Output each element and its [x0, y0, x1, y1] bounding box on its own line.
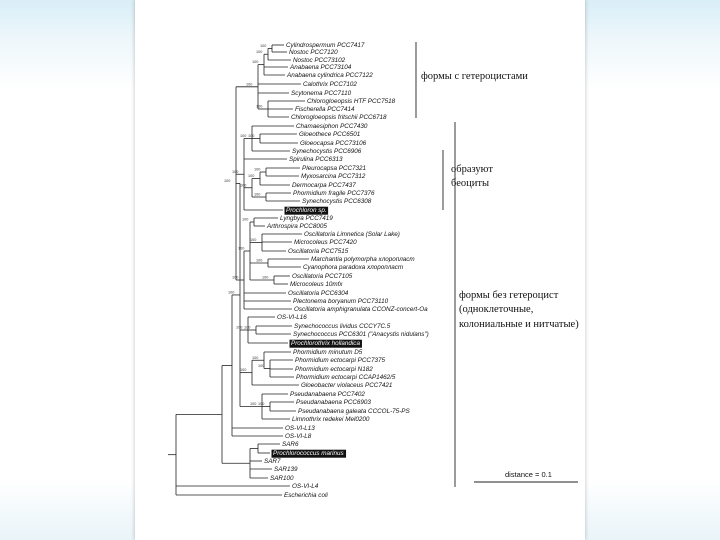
taxon-name: Synechococcus lividus CCCY7C.5: [294, 323, 391, 331]
taxon-name: Myxosarcina PCC7312: [301, 173, 366, 181]
bootstrap-value: 100: [252, 355, 259, 360]
taxon-label: [295, 106, 355, 113]
bootstrap-value: 100: [236, 325, 243, 330]
bootstrap-value: 100: [238, 246, 245, 251]
taxon-name: Gloeocapsa PCC73106: [300, 140, 367, 148]
taxon-label: [292, 483, 319, 490]
taxon-label: [302, 165, 366, 172]
bootstrap-value: 100: [250, 402, 257, 406]
taxon-label: [266, 223, 327, 230]
taxon-label: [300, 140, 367, 147]
taxon-label: [293, 331, 429, 338]
taxon-name: OS-VI-L4: [292, 483, 319, 491]
taxon-label: [302, 198, 372, 205]
taxon-label: [296, 374, 396, 381]
taxon-name: Dermocarpa PCC7437: [292, 182, 356, 190]
taxon-label: [289, 156, 343, 163]
taxon-label: [286, 72, 373, 79]
taxon-name: Plectonema boryanum PCC73110: [293, 298, 389, 306]
taxon-name: Oscillatoria PCC7515: [288, 248, 349, 256]
taxon-label: [284, 492, 328, 499]
taxon-label: [296, 399, 371, 406]
taxon-label: [288, 290, 349, 297]
no-heterocyst-label-line1: формы без гетероцист: [459, 290, 559, 301]
bootstrap-value: 100: [248, 134, 255, 138]
baeocytes-label-line2: беоциты: [451, 178, 489, 189]
taxon-name: Oscillatoria PCC6304: [288, 290, 349, 298]
taxon-name: Phormidium ectocarpi PCC7375: [295, 357, 385, 365]
taxon-label: [274, 466, 298, 473]
taxon-label: [264, 458, 281, 465]
taxon-label: [291, 114, 387, 121]
taxon-label: [272, 450, 347, 458]
taxon-label: [301, 382, 392, 389]
taxon-name: Pseudanabaena PCC6903: [296, 399, 371, 407]
taxon-name: SAR100: [270, 475, 294, 483]
taxon-label: [296, 123, 368, 130]
taxon-label: [292, 182, 356, 189]
taxon-name: Nostoc PCC7120: [289, 49, 338, 57]
taxon-label: [293, 349, 363, 356]
taxon-name: Phormidium ectocarpi N182: [295, 366, 373, 374]
bootstrap-value: 100: [244, 325, 251, 330]
bootstrap-value: 100: [256, 258, 263, 263]
heterocyst-group-label: формы с гетероцистами: [421, 71, 528, 82]
bootstrap-value: 100: [262, 275, 269, 280]
taxon-label: [307, 98, 396, 105]
taxon-label: [295, 357, 385, 364]
bootstrap-value: 100: [224, 178, 231, 183]
bootstrap-value: 100: [232, 275, 239, 280]
taxon-label: [285, 207, 329, 215]
taxon-label: [289, 49, 338, 56]
taxon-label: [291, 90, 352, 97]
bootstrap-value: 100: [252, 60, 259, 65]
taxon-label: [270, 475, 294, 482]
taxon-label: [294, 323, 391, 330]
taxon-label: [303, 264, 403, 271]
bootstrap-value: 100: [254, 192, 261, 197]
taxon-label: [298, 408, 410, 415]
taxon-name: SAR6: [282, 441, 299, 449]
taxon-name: Lyngbya PCC7419: [280, 215, 333, 223]
taxon-name: Chlorogloeopsis fritschii PCC6718: [291, 114, 387, 122]
taxon-name: Escherichia coli: [284, 492, 328, 500]
bootstrap-value: 100: [260, 44, 267, 48]
no-heterocyst-label-line2: (одноклеточные,: [459, 304, 534, 315]
bootstrap-value: 100: [248, 174, 255, 178]
taxon-name: Microcoleus 10mfx: [290, 281, 343, 289]
taxon-name: Fischerella PCC7414: [295, 106, 355, 114]
taxon-name: Oscillatoria amphigranulata CCONZ-concert-Oa: [294, 306, 428, 314]
baeocytes-label-line1: образуют: [451, 164, 493, 175]
taxon-name: Oscillatoria PCC7105: [292, 273, 353, 281]
taxon-label: [293, 190, 375, 197]
taxon-label: [285, 433, 312, 440]
taxon-label: [311, 256, 415, 263]
taxon-name: Prochlorothrix hollandica: [291, 340, 360, 348]
taxon-name: SAR139: [274, 466, 298, 474]
taxon-label: [286, 42, 365, 49]
taxon-name: Cylindrospermum PCC7417: [286, 42, 365, 50]
taxon-name: OS-VI-L16: [277, 314, 307, 322]
taxon-label: [295, 366, 373, 373]
bootstrap-value: 100: [240, 183, 247, 188]
taxon-name: Phormidium ectocarpi CCAP1462/5: [296, 374, 396, 382]
taxon-label: [290, 281, 343, 288]
taxon-name: Pseudanabaena galeata CCCOL-75-PS: [298, 408, 410, 416]
taxon-label: [293, 57, 346, 64]
taxon-name: Phormidium fragile PCC7376: [293, 190, 375, 198]
bootstrap-value: 100: [246, 82, 253, 87]
taxon-label: [294, 306, 428, 313]
taxon-name: Limnothrix redekei Mel0200: [292, 416, 370, 424]
taxon-name: Cyanophora paradoxa хлоропласт: [303, 264, 404, 272]
taxon-label: [294, 239, 357, 246]
bootstrap-value: 100: [240, 368, 247, 373]
taxon-name: Pseudanabaena PCC7402: [290, 391, 365, 399]
taxon-name: Chamaesiphon PCC7430: [296, 123, 368, 131]
bootstrap-value: 100: [258, 364, 265, 368]
taxon-label: [280, 215, 333, 222]
bootstrap-value: 100: [256, 49, 263, 54]
taxon-name: OS-VI-L13: [285, 425, 315, 433]
taxon-name: Spirulina PCC6313: [289, 156, 343, 164]
taxon-name: Pleurocapsa PCC7321: [302, 165, 367, 173]
taxon-label: [290, 340, 362, 348]
taxon-label: [292, 273, 353, 280]
taxon-name: Microcoleus PCC7420: [294, 239, 357, 247]
taxon-label: [292, 416, 370, 423]
taxon-name: Marchantia polymorpha хлоропласт: [311, 256, 415, 264]
taxon-label: [290, 391, 365, 398]
taxon-label: [292, 148, 362, 155]
taxon-name: Prochloron sp.: [286, 207, 327, 215]
taxon-name: Nostoc PCC73102: [293, 57, 346, 65]
taxon-label: [301, 173, 366, 180]
taxon-label: [293, 298, 389, 305]
taxon-name: Synechocystis PCC6308: [302, 198, 372, 206]
taxon-name: SAR7: [264, 458, 281, 466]
taxon-name: Scytonema PCC7110: [291, 90, 352, 98]
taxon-name: Calothrix PCC7102: [303, 81, 357, 89]
taxon-name: Oscillatoria Limnetica (Solar Lake): [304, 231, 400, 239]
bootstrap-value: 100: [240, 134, 247, 138]
no-heterocyst-label-line3: колониальные и нитчатые): [459, 319, 579, 330]
bootstrap-values: [224, 44, 268, 406]
taxon-labels: [264, 42, 429, 499]
taxon-name: Anabaena PCC73104: [290, 64, 352, 72]
taxon-name: Arthrospira PCC8005: [267, 223, 327, 231]
scale-bar-label: distance = 0.1: [505, 470, 552, 479]
taxon-label: [288, 248, 349, 255]
bootstrap-value: 100: [228, 290, 235, 295]
bootstrap-value: 100: [250, 238, 257, 242]
bootstrap-value: 100: [242, 217, 249, 222]
taxon-label: [285, 425, 315, 432]
bootstrap-value: 100: [232, 169, 239, 174]
taxon-label: [277, 314, 307, 321]
taxon-label: [289, 64, 352, 71]
taxon-name: Gloeobacter violaceus PCC7421: [301, 382, 393, 390]
taxon-name: Anabaena cylindrica PCC7122: [287, 72, 373, 80]
taxon-name: Gloeothece PCC6501: [299, 131, 361, 139]
taxon-name: Prochlorococcus marinus: [273, 450, 344, 458]
taxon-name: Phormidium minutum D5: [293, 349, 363, 357]
taxon-label: [304, 231, 400, 238]
taxon-name: Chlorogloeopsis HTF PCC7518: [307, 98, 396, 106]
taxon-name: OS-VI-L8: [285, 433, 312, 441]
taxon-label: [303, 81, 357, 88]
bootstrap-value: 100: [254, 167, 261, 172]
taxon-label: [282, 441, 299, 448]
taxon-name: Synechocystis PCC6906: [292, 148, 362, 156]
taxon-label: [299, 131, 360, 138]
bootstrap-value: 100: [256, 104, 263, 109]
taxon-name: Synechococcus PCC6301 ("Anacystis nidulans"): [293, 331, 429, 339]
bootstrap-value: 100: [258, 402, 265, 406]
